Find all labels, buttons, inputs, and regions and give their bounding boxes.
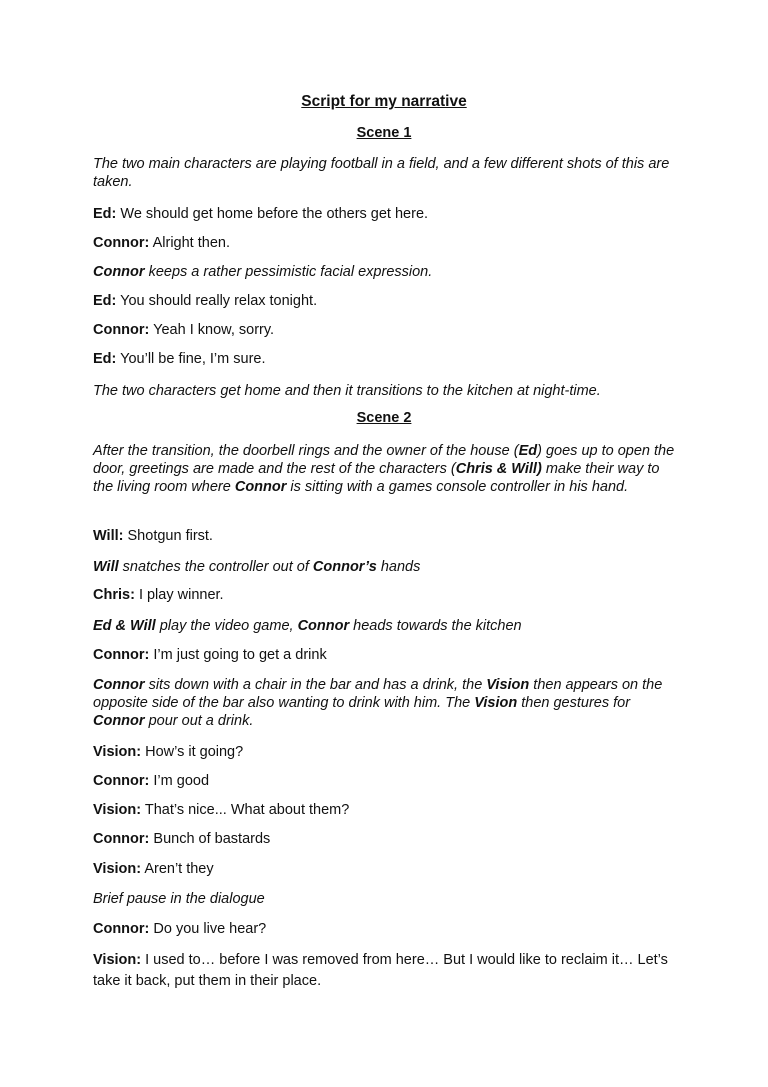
dialogue-line: [93, 950, 678, 992]
direction-text: keeps a rather pessimistic facial expression.: [148, 264, 433, 280]
dialogue-text: Do you live hear?: [153, 921, 267, 937]
character-name: Connor: [234, 479, 287, 495]
scene-2-heading: Scene 2: [356, 410, 412, 426]
dialogue-text: How’s it going?: [145, 744, 244, 760]
direction-text: snatches the controller out of: [118, 559, 313, 575]
character-name: Connor: [297, 618, 350, 634]
character-name: Will: [93, 559, 119, 575]
speaker-name: Vision:: [93, 952, 142, 968]
dialogue-line: [93, 321, 678, 339]
speaker-name: Will:: [93, 528, 124, 544]
speaker-name: Vision:: [93, 802, 142, 818]
dialogue-text: Aren’t they: [144, 861, 214, 877]
direction-text: then appears on the opposite side of the bar also wanting to drink with him. The: [93, 677, 663, 711]
dialogue-line: [93, 743, 678, 761]
dialogue-text: Shotgun first.: [127, 528, 213, 544]
speaker-name: Connor:: [93, 831, 150, 847]
speaker-name: Connor:: [93, 235, 150, 251]
speaker-name: Ed:: [93, 293, 117, 309]
dialogue-line: [93, 586, 678, 604]
speaker-name: Ed:: [93, 351, 117, 367]
dialogue-text: Alright then.: [152, 235, 230, 251]
direction-text: pour out a drink.: [144, 713, 254, 729]
dialogue-text: Yeah I know, sorry.: [153, 322, 275, 338]
dialogue-text: I play winner.: [138, 587, 224, 603]
dialogue-text: I’m just going to get a drink: [153, 647, 327, 663]
speaker-name: Vision:: [93, 861, 142, 877]
dialogue-line: [93, 920, 678, 938]
scene-2-intro: [93, 442, 678, 496]
direction-text: heads towards the kitchen: [349, 618, 522, 634]
direction-text: hands: [376, 559, 421, 575]
stage-direction: [93, 617, 678, 635]
character-name: Connor: [93, 677, 145, 693]
direction-text: then gestures for: [517, 695, 631, 711]
character-name: Chris & Will): [455, 461, 542, 477]
speaker-name: Connor:: [93, 647, 150, 663]
dialogue-text: You’ll be fine, I’m sure.: [120, 351, 266, 367]
direction-text: ) goes up to open the door, greetings are made and the rest of the characters (: [93, 443, 675, 477]
stage-direction: [93, 676, 678, 730]
dialogue-line: [93, 292, 678, 310]
character-name: Vision: [486, 677, 530, 693]
character-name: Connor: [93, 264, 145, 280]
dialogue-line: [93, 830, 678, 848]
dialogue-line: [93, 801, 678, 819]
dialogue-line: [93, 860, 678, 878]
direction-text: After the transition, the doorbell rings and the owner of the house (: [93, 443, 519, 459]
character-name: Connor: [93, 713, 145, 729]
stage-direction: [93, 263, 678, 281]
character-name: Ed & Will: [93, 618, 156, 634]
scene-1-intro: The two main characters are playing football in a field, and a few different shots of this are taken.: [93, 156, 670, 190]
dialogue-text: You should really relax tonight.: [120, 293, 318, 309]
character-name: Vision: [474, 695, 518, 711]
dialogue-text: I’m good: [153, 773, 210, 789]
dialogue-line: [93, 527, 678, 545]
dialogue-line: [93, 205, 678, 223]
character-name: Ed: [518, 443, 538, 459]
direction-text: play the video game,: [155, 618, 298, 634]
dialogue-text: I used to… before I was removed from here… But I would like to reclaim it… Let’s take it back, put them in their place.: [93, 952, 668, 989]
character-name: Connor’s: [312, 559, 377, 575]
speaker-name: Connor:: [93, 921, 150, 937]
stage-direction: Brief pause in the dialogue: [93, 891, 265, 907]
dialogue-text: Bunch of bastards: [153, 831, 271, 847]
speaker-name: Connor:: [93, 322, 150, 338]
dialogue-line: [93, 234, 678, 252]
dialogue-line: [93, 646, 678, 664]
speaker-name: Vision:: [93, 744, 142, 760]
direction-text: is sitting with a games console controller in his hand.: [286, 479, 629, 495]
page-title: Script for my narrative: [301, 93, 467, 110]
scene-1-heading: Scene 1: [356, 125, 412, 141]
dialogue-line: [93, 350, 678, 368]
scene-1-outro: The two characters get home and then it transitions to the kitchen at night-time.: [93, 383, 601, 399]
speaker-name: Chris:: [93, 587, 135, 603]
dialogue-line: [93, 772, 678, 790]
speaker-name: Ed:: [93, 206, 117, 222]
direction-text: make their way to the living room where: [93, 461, 660, 495]
dialogue-text: We should get home before the others get here.: [120, 206, 429, 222]
direction-text: sits down with a chair in the bar and has a drink, the: [144, 677, 487, 693]
stage-direction: [93, 558, 678, 576]
dialogue-text: That’s nice... What about them?: [144, 802, 350, 818]
speaker-name: Connor:: [93, 773, 150, 789]
